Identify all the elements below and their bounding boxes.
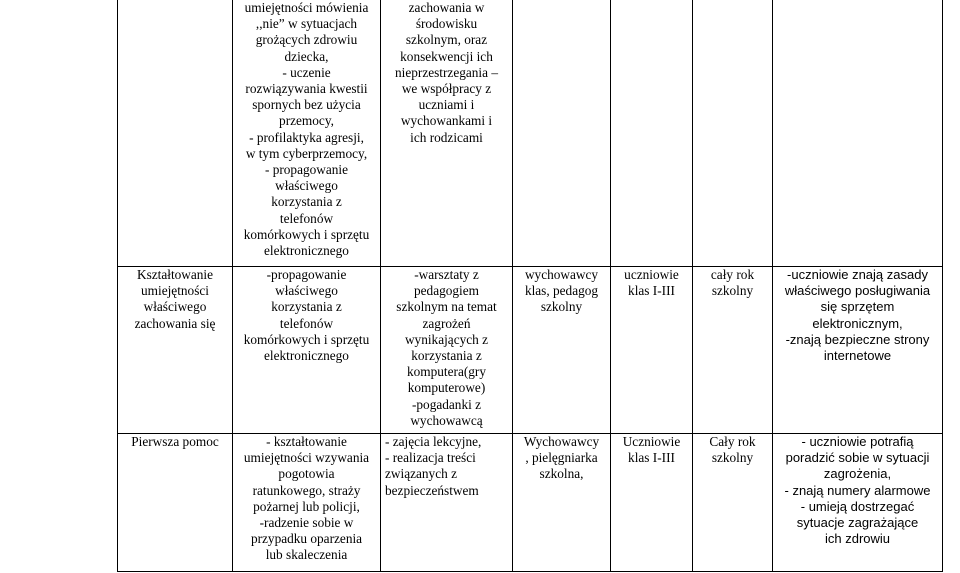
cell-text-line: szkolny xyxy=(711,283,754,299)
cell-text-line: ,,nie” w sytuacjach xyxy=(255,16,358,32)
cell-text-line: - realizacja treści xyxy=(385,450,476,466)
cell-text-line: -uczniowie znają zasady xyxy=(787,267,928,282)
row1-topic-cell xyxy=(118,0,233,267)
cell-text-line: szkolna, xyxy=(539,466,584,482)
cell-text-line: szkolny xyxy=(540,299,583,315)
cell-text-line: poradzić sobie w sytuacji xyxy=(785,450,930,466)
row1-activities-cell xyxy=(233,0,381,267)
row1-target-cell xyxy=(611,0,693,267)
row2-methods-cell xyxy=(381,267,513,434)
cell-text-line: telefonów xyxy=(279,210,334,226)
cell-text-line: uczniami i xyxy=(418,97,475,113)
cell-text-line: - znają numery alarmowe xyxy=(784,482,931,498)
row3-responsible-cell xyxy=(513,434,611,572)
row2-term-cell xyxy=(693,267,773,434)
row1-results-cell xyxy=(773,0,943,267)
cell-text-line: właściwego xyxy=(275,178,338,194)
cell-text-line: cały rok xyxy=(710,267,755,282)
cell-text-line: telefonów xyxy=(279,315,334,331)
cell-text-line: klas I-III xyxy=(628,283,675,299)
cell-text-line: bezpieczeństwem xyxy=(385,482,479,498)
cell-text-line: elektronicznego xyxy=(264,348,349,364)
row2-responsible-cell xyxy=(513,267,611,434)
cell-text-line: właściwego xyxy=(275,283,338,299)
cell-text-line: środowisku xyxy=(415,16,478,32)
cell-text-line: elektronicznym, xyxy=(812,315,903,331)
cell-text-line: Cały rok xyxy=(709,434,756,449)
cell-text-line: Uczniowie xyxy=(622,434,681,449)
cell-text-line: zachowania w xyxy=(408,0,485,15)
cell-text-line: komórkowych i sprzętu xyxy=(243,331,370,347)
cell-text-line: -warsztaty z xyxy=(414,267,479,282)
cell-text-line: umiejętności xyxy=(141,283,209,299)
cell-text-line: , pielęgniarka xyxy=(525,450,598,466)
cell-text-line: szkolnym, oraz xyxy=(405,32,488,48)
row2-topic-cell xyxy=(118,267,233,434)
row2-activities-cell xyxy=(233,267,381,434)
cell-text-line: dziecka, xyxy=(284,48,329,64)
cell-text-line: korzystania z xyxy=(271,194,342,210)
table-row xyxy=(118,267,943,434)
cell-text-line: Kształtowanie xyxy=(136,267,214,282)
cell-text-line: umiejętności wzywania xyxy=(243,450,370,466)
cell-text-line: ich zdrowiu xyxy=(824,531,891,547)
row3-target-cell xyxy=(611,434,693,572)
cell-text-line: -znają bezpieczne strony xyxy=(785,331,930,347)
cell-text-line: - zajęcia lekcyjne, xyxy=(385,434,482,449)
cell-text-line: Pierwsza pomoc xyxy=(131,434,219,449)
cell-text-line: pogotowia xyxy=(278,466,335,482)
cell-text-line: nieprzestrzegania – xyxy=(395,64,498,80)
row2-results-cell xyxy=(773,267,943,434)
cell-text-line: zagrożenia, xyxy=(823,466,892,482)
cell-text-line: -pogadanki z xyxy=(411,396,482,412)
cell-text-line: we współpracy z xyxy=(401,81,492,97)
table-row xyxy=(118,434,943,572)
cell-text-line: umiejętności mówienia xyxy=(244,0,369,15)
cell-text-line: internetowe xyxy=(823,348,892,364)
cell-text-line: uczniowie xyxy=(624,267,679,282)
cell-text-line: pedagogiem xyxy=(414,283,479,299)
cell-text-line: komputerowe) xyxy=(407,380,486,396)
row3-activities-cell xyxy=(233,434,381,572)
cell-text-line: spornych bez użycia xyxy=(252,97,361,113)
row3-methods-cell xyxy=(381,434,513,572)
cell-text-line: zachowania się xyxy=(134,315,216,331)
cell-text-line: zagrożeń xyxy=(422,315,471,331)
row3-topic-cell xyxy=(118,434,233,572)
cell-text-line: -radzenie sobie w xyxy=(259,515,354,531)
cell-text-line: pożarnej lub policji, xyxy=(253,498,360,514)
cell-text-line: przypadku oparzenia xyxy=(250,531,363,547)
cell-text-line: ich rodzicami xyxy=(410,129,483,145)
cell-text-line: wychowawcy xyxy=(524,267,599,282)
cell-text-line: właściwego posługiwania xyxy=(784,283,931,299)
cell-text-line: klas I-III xyxy=(628,450,675,466)
cell-text-line: - profilaktyka agresji, xyxy=(249,129,364,145)
cell-text-line: - kształtowanie xyxy=(266,434,347,449)
cell-text-line: grożących zdrowiu xyxy=(255,32,358,48)
cell-text-line: związanych z xyxy=(385,466,457,482)
cell-text-line: komórkowych i sprzętu xyxy=(243,226,370,242)
row1-methods-cell xyxy=(381,0,513,267)
cell-text-line: komputera(gry xyxy=(406,364,486,380)
cell-text-line: - umieją dostrzegać xyxy=(800,498,915,514)
row1-responsible-cell xyxy=(513,0,611,267)
cell-text-line: Wychowawcy xyxy=(523,434,600,449)
cell-text-line: wychowawcą xyxy=(410,412,483,428)
cell-text-line: klas, pedagog xyxy=(524,283,599,299)
cell-text-line: konsekwencji ich xyxy=(400,48,493,64)
cell-text-line: wychowankami i xyxy=(400,113,493,129)
cell-text-line: korzystania z xyxy=(271,299,342,315)
cell-text-line: szkolnym na temat xyxy=(396,299,497,315)
cell-text-line: w tym cyberprzemocy, xyxy=(245,145,368,161)
cell-text-line: - uczniowie potrafią xyxy=(801,434,914,449)
row3-term-cell xyxy=(693,434,773,572)
cell-text-line: wynikających z xyxy=(404,331,489,347)
cell-text-line: przemocy, xyxy=(279,113,334,129)
cell-text-line: -propagowanie xyxy=(266,267,347,282)
cell-text-line: szkolny xyxy=(711,450,754,466)
row3-results-cell xyxy=(773,434,943,572)
cell-text-line: sytuacje zagrażające xyxy=(796,515,919,531)
cell-text-line: elektronicznego xyxy=(264,243,349,259)
table-row xyxy=(118,0,943,267)
cell-text-line: właściwego xyxy=(143,299,207,315)
cell-text-line: - uczenie xyxy=(282,64,331,80)
cell-text-line: korzystania z xyxy=(411,348,482,364)
cell-text-line: - propagowanie xyxy=(264,162,349,178)
document-table xyxy=(117,0,943,572)
row2-target-cell xyxy=(611,267,693,434)
cell-text-line: się sprzętem xyxy=(820,299,895,315)
cell-text-line: rozwiązywania kwestii xyxy=(245,81,368,97)
cell-text-line: lub skaleczenia xyxy=(265,547,348,563)
row1-term-cell xyxy=(693,0,773,267)
cell-text-line: ratunkowego, straży xyxy=(252,482,361,498)
